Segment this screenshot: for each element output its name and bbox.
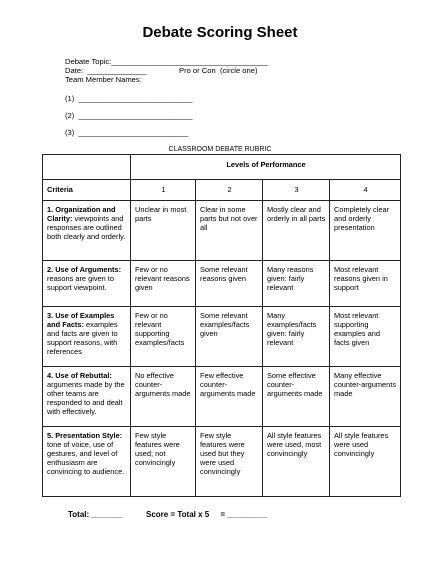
level-cell: Some effective counter-arguments made [263,367,330,427]
page-title: Debate Scoring Sheet [142,24,298,41]
level-cell: Some relevant reasons given [196,261,263,307]
level-cell: Unclear in most parts [131,201,196,261]
criteria-title: 3. Use of Examples and Facts: [47,311,115,329]
table-row [43,261,401,307]
criteria-desc: viewpoints and responses are outlined both clearly and orderly. [47,214,126,241]
level-cell: Clear in some parts but not over all [196,201,263,261]
pro-con-instruction: Pro or Con (circle one) [179,66,258,75]
team-members-label: Team Member Names: [65,75,142,84]
criteria-cell [43,307,131,367]
criteria-title: 4. Use of Rebuttal: [47,371,112,380]
level-3-header: 3 [263,180,330,201]
level-cell: Many reasons given: fairly relevant [263,261,330,307]
level-cell: Few style features were used but they were used convincingly [196,427,263,497]
criteria-title: 1. Organization and Clarity: [47,205,116,223]
level-cell: Most relevant supporting examples and facts given [330,307,401,367]
criteria-desc: tone of voice, use of gestures, and level of enthusiasm are convincing to audience. [47,440,125,476]
score-field[interactable]: Score = Total x 5 = _________ [146,510,268,519]
rubric-table [42,154,401,497]
team-member-2-field[interactable]: (2) ___________________________ [65,111,193,120]
criteria-title: 2. Use of Arguments: [47,265,122,274]
criteria-desc: reasons are given to support viewpoint. [47,274,114,292]
levels-header: Levels of Performance [131,155,401,180]
level-cell: All style features were used, most convincingly [263,427,330,497]
criteria-title: 5. Presentation Style: [47,431,123,440]
table-row [43,427,401,497]
criteria-header: Criteria [43,180,131,201]
level-cell: Completely clear and orderly presentation [330,201,401,261]
criteria-cell [43,427,131,497]
level-cell: Many effective counter-arguments made [330,367,401,427]
total-field[interactable]: Total: _______ [68,510,123,519]
criteria-cell [43,367,131,427]
criteria-desc: arguments made by the other teams are responded to and dealt with effectively. [47,380,125,416]
level-cell: Some relevant examples/facts given [196,307,263,367]
level-cell: Few or no relevant supporting examples/facts [131,307,196,367]
level-cell: Few or no relevant reasons given [131,261,196,307]
table-row [43,367,401,427]
criteria-desc: examples and facts are given to support reasons, with references [47,320,118,356]
team-member-1-field[interactable]: (1) ___________________________ [65,94,193,103]
rubric-caption: CLASSROOM DEBATE RUBRIC [168,146,272,153]
level-4-header: 4 [330,180,401,201]
level-1-header: 1 [131,180,196,201]
table-row [43,201,401,261]
criteria-cell [43,201,131,261]
table-level-row [43,180,401,201]
level-2-header: 2 [196,180,263,201]
level-cell: Many examples/facts given: fairly relevant [263,307,330,367]
criteria-cell [43,261,131,307]
level-cell: Few effective counter-arguments made [196,367,263,427]
level-cell: Mostly clear and orderly in all parts [263,201,330,261]
level-cell: Few style features were used; not convincingly [131,427,196,497]
debate-topic-field[interactable]: Debate Topic:_____________________________________ [65,57,268,66]
level-cell: No effective counter-arguments made [131,367,196,427]
empty-corner-cell [43,155,131,180]
date-field[interactable]: Date: ______________ [65,66,147,75]
team-member-3-field[interactable]: (3) __________________________ [65,128,189,137]
table-row [43,307,401,367]
level-cell: Most relevant reasons given in support [330,261,401,307]
level-cell: All style features were used convincingly [330,427,401,497]
table-header-row [43,155,401,180]
